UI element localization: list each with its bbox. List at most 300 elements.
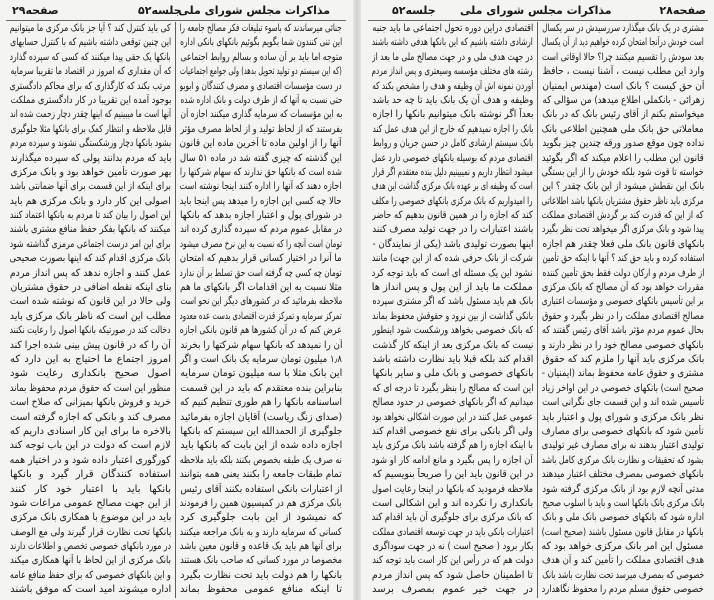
text-line-content: تومان چه کسی چه گرفته است حق تسلط بر آن ندارد	[180, 267, 342, 279]
text-line-content: تا اینکه منافع عمومی محفوظ بماند	[180, 584, 342, 596]
text-line-content: بهر صورت تأمین خواهد بود و بانک مرکزی	[10, 166, 171, 178]
text-line	[10, 540, 171, 554]
text-line-content: مسئول این امر بانک مرکزی خواهد بود که	[542, 541, 704, 553]
text-line-content: آوردن نمونه اش آن وظیفه و هدف را مشخص بکند که	[372, 80, 533, 92]
text-line	[542, 310, 704, 324]
text-line-content: از اعتبارات بانکی استفاده بکنند آقای رئیس	[180, 483, 342, 495]
text-line-content: کند که اجازه را در همین قانون بدهیم که حاضر	[372, 210, 533, 222]
text-line	[180, 310, 342, 324]
text-line-content: نداده چون موقع صدور ورقه چندین چیز بگوید	[542, 138, 704, 150]
text-line	[180, 209, 342, 223]
text-line-content: ارشادی داشته باشیم که این بانکها هدفی داشته باشند	[372, 37, 533, 49]
text-line-content: استفاده کرده و باید حق کند ؟ آنها با اینکه حق تأمین	[542, 253, 704, 265]
text-line-content: هدف اقتصادی مملکت را تأمین کند و آن هدف	[542, 555, 704, 567]
text-line-content: آن حق کیست ؟ بانک است (مهندس ایمنیان	[542, 80, 704, 92]
text-line	[372, 281, 533, 295]
text-line	[542, 137, 704, 151]
text-line-content: که نمیشود از این بابت جلوگیری کرد	[180, 512, 342, 524]
text-line	[542, 152, 704, 166]
text-line-content: در دست مؤسسات اقتصادی و مصرف کنندگان و ابوبو	[180, 80, 342, 92]
text-line-content: خصوصی حقوق مسلم مردم را محفوظ نگاهدارد	[542, 584, 704, 596]
text-line	[180, 468, 342, 482]
text-line-content: پیدا شود و بانک مرکزی اگر میخواهد تحت نظر بگیرد	[542, 224, 704, 236]
text-line	[372, 267, 533, 281]
text-line-content: در مقابل عموم مردم که سپرده گذاری کرده اند	[180, 224, 342, 236]
text-line	[542, 295, 704, 309]
text-line-content: از طرف مردم و ارکان دولت فقط بحق تأمین کننده	[542, 267, 704, 279]
text-line	[10, 80, 171, 94]
text-line-content: اجازه داده شده از این بابت که بانکها باید	[180, 440, 342, 452]
text-line	[372, 166, 533, 180]
text-line	[180, 180, 342, 194]
text-line	[10, 425, 171, 439]
text-column-left	[6, 22, 176, 598]
text-line	[10, 483, 171, 497]
text-line	[542, 281, 704, 295]
text-line	[542, 36, 704, 50]
text-line-content: این اصول را بیان کند تا مردم به بانکها اعتماد کنند	[10, 210, 171, 222]
text-line	[180, 152, 342, 166]
text-line	[10, 123, 171, 137]
text-line-content: مصالح اقتصادی مملکت را در نظر بگیرد و حقوق	[542, 310, 704, 322]
text-line	[542, 367, 704, 381]
text-line	[180, 281, 342, 295]
text-line-content: مشتری و حقوق عامه محفوظ بماند (ایمنیان -	[542, 368, 704, 380]
text-column-right	[176, 22, 346, 598]
text-line	[10, 583, 171, 597]
text-line-content: بکار برود ( صحیح است ) نه در جهت سوداگری	[372, 541, 533, 553]
right-page	[362, 0, 714, 600]
text-line	[180, 497, 342, 511]
text-line	[542, 454, 704, 468]
text-line	[10, 497, 171, 511]
text-line	[10, 353, 171, 367]
text-line-content: خصوصی که بمصرف میرسد تحت نظارت باشد بانک	[542, 569, 704, 581]
text-line	[542, 209, 704, 223]
text-line-content: ما آنرا در اختیار کسانی قرار بدهیم که امتحان	[180, 253, 342, 265]
text-line	[372, 468, 533, 482]
text-line-content: تولیدی اعتبار بدهند نه برای مصارف غیر تولیدی	[542, 440, 704, 452]
text-line-content: بانکهای قانون بانک ملی فعلا چقدر هم اجازه	[542, 238, 704, 250]
text-line-content: است خودش درآنجا امتحان کرده خواهیم دید از آن یکسال	[542, 37, 704, 49]
text-line-content: میدانیم که اگر بانکهای خصوصی در حدود مصالح	[372, 397, 533, 409]
text-line-content: مرکزی باید ناظر حقوق مشتریان بانکها باشد اطلاعاتی	[542, 195, 704, 207]
text-line-content: بانک مرکزی اقدام کند که اینها بصورت صحیحی	[10, 253, 171, 265]
text-line	[542, 22, 704, 36]
text-line-content: بعداً اگر نوشته بانک میتوانیم بانکها را اجازه	[372, 109, 533, 121]
text-line-content: عمومی عمل کنند در این صورت اشکالی نخواهد بود	[372, 411, 533, 423]
text-line	[542, 180, 704, 194]
text-line	[180, 94, 342, 108]
text-line-content: امروز اجتماع ما احتیاج به این دارد که	[10, 353, 171, 365]
text-line	[542, 267, 704, 281]
text-line	[10, 137, 171, 151]
text-line	[542, 468, 704, 482]
text-line-content: این است که مصالح را بنظر بگیرد تا درجه ای که	[372, 382, 533, 394]
text-line	[372, 425, 533, 439]
text-line-content: زهرائی - بانکملی اطلاع میدهد) من سؤالی که	[542, 94, 704, 106]
text-columns	[368, 22, 708, 598]
text-line	[180, 425, 342, 439]
text-line-content: مثلا نسبت به این اقدامات اگر بانکهای ما هم	[180, 282, 342, 294]
text-line-content: بانکها تحت نظارت قرار گیرند ولی مع الوصف	[10, 526, 171, 538]
text-line	[372, 483, 533, 497]
text-line-content: بنای اینکه نقطه اضافی در حقوق مشتریان	[10, 282, 171, 294]
text-line	[10, 569, 171, 583]
text-line	[542, 554, 704, 568]
text-line-content: این چنین توقعی داشته باشیم که با کنترل حسابهای	[10, 37, 171, 49]
text-line-content: مدتی آنچه لازم بود از بانک مرکزی گرفته شود	[542, 483, 704, 495]
text-line	[180, 339, 342, 353]
text-line-content: اصولی این کار دارد و بانک مرکزی هم باید	[10, 195, 171, 207]
text-line	[180, 554, 342, 568]
text-line	[542, 439, 704, 453]
text-line	[180, 51, 342, 65]
text-line-content: بشود که تحقیقات و نظارت بانک مرکزی کامل باشد	[542, 454, 704, 466]
text-line	[10, 411, 171, 425]
text-line-content: بانکها در مقابل قانون مسئول باشند (صحیح است)	[542, 526, 704, 538]
text-line-content: خواسته تا قوت شود بلکه خودش را از این بستگی	[542, 166, 704, 178]
text-line	[180, 583, 342, 597]
text-line-content: که آن مقداری که امروز در اقتصاد ما تقریبا سرمایه	[10, 66, 171, 78]
text-line	[180, 396, 342, 410]
text-line	[10, 223, 171, 237]
text-line	[10, 152, 171, 166]
text-line-content: اساسنامه بانکها را هم طوری تنظیم کنیم که	[180, 397, 342, 409]
text-line	[10, 36, 171, 50]
text-line-content: است که وظیفه ای بر عهده بانک مرکزی گذاشت این هدف	[372, 181, 533, 193]
text-line	[180, 22, 342, 36]
text-line-content: در این قانون باید این را صریحاً بنویسیم که	[372, 469, 533, 481]
text-line-content: تأسیس شده اند و این قسمت جای نگرانی است	[542, 397, 704, 409]
text-line-content: باید در این موضوع با همکاری بانک مرکزی	[10, 512, 171, 524]
text-line	[10, 22, 171, 36]
text-line	[10, 396, 171, 410]
text-line	[372, 209, 533, 223]
text-line-content: اقدام کند بلکه قبلا باید نظارت داشته باشد	[372, 353, 533, 365]
text-line	[180, 252, 342, 266]
text-line	[180, 526, 342, 540]
text-line-content: تا اطمینان حاصل شود که پس انداز مردم	[372, 569, 533, 581]
text-line	[180, 511, 342, 525]
text-line-content: بانک مرکزی از این لحاظ با آنها همکاری میکند	[10, 555, 171, 567]
text-line	[372, 411, 533, 425]
text-line	[372, 137, 533, 151]
text-line-content: بانک را اجازه نمیدهیم که خارج از این هدف عمل کند	[372, 123, 533, 135]
text-line-content: عرض کنم که در آن کشورها هم قانون بانکی اجازه	[180, 325, 342, 337]
text-line	[372, 439, 533, 453]
text-line	[180, 108, 342, 122]
text-line-content: بانکهای خصوصی بمصرف مختلف اعتبار میدهند	[542, 469, 704, 481]
text-line	[10, 267, 171, 281]
text-line-content: میشود انتظار داریم و نمیبینیم دلیل بنده معتقدم اگر قرار	[372, 166, 533, 178]
text-line-content: دخالت کند در صورتیکه بانکها اصول را رعایت نکنند	[10, 325, 171, 337]
text-line-content: بانک مرکزی باید آنها را ملزم کند که حقوق	[542, 353, 704, 365]
text-line-content: بانکی گذاشت از بین نرود و حقوقش محفوظ بماند	[372, 310, 533, 322]
text-line	[10, 324, 171, 338]
text-line	[372, 22, 533, 36]
text-line-content: تمرکز سرمایه و تمرکز قدرت اقتصادی بدست عده معدود	[180, 310, 342, 322]
text-line-content: ملاحظه بفرمائید که در کشورهای دیگر این نحو است	[180, 296, 342, 308]
text-line-content: این گذشته که چیزی گفته شد در ماده ۵۱ سال	[180, 152, 342, 164]
text-line-content: شده است که بانکها حق ندارند که سهام شرکتها را	[180, 166, 342, 178]
text-line	[542, 80, 704, 94]
text-line	[372, 152, 533, 166]
text-line	[10, 65, 171, 79]
text-line-content: برای اینکه از این قسمت برای آنها ضمانتی باشد	[10, 181, 171, 193]
text-line	[10, 195, 171, 209]
text-line-content: در جهت خیر عموم بمصرف برسد	[372, 584, 533, 596]
text-line-content: جلوگیری از الحمدالله این سیستم که بانکها	[180, 425, 342, 437]
text-line-content: تمام طبقات جامعه را بکنند یعنی همه بتوانند	[180, 469, 342, 481]
page-number: صفحه۲۸	[659, 4, 706, 17]
text-line	[180, 324, 342, 338]
text-line-content: بر این تأسیس بانکهای خصوصی و مؤسسات اعتباری	[542, 296, 704, 308]
text-line	[180, 411, 342, 425]
text-line	[372, 540, 533, 554]
text-line	[372, 238, 533, 252]
text-line-content: شرکت از بانک حرفی شده که از این جهت) مانند	[372, 253, 533, 265]
text-line	[10, 511, 171, 525]
text-line	[10, 209, 171, 223]
text-line-content: بانک این نقطش میشود از این بانک چقدر ؟ این	[542, 181, 704, 193]
text-column-right	[538, 22, 708, 598]
text-line	[542, 108, 704, 122]
text-line-content: جنائی میرساندند که باسوء تبلیغات فکر مصالح جامعه را	[180, 23, 342, 34]
text-line-content: آن اجازه را پس بگیرد و مانع ادامه کار او شود	[372, 454, 533, 466]
text-line-content: متوجه اما باید بر آن ساده و بسالم روابط اجتماعی	[180, 51, 342, 63]
text-line	[372, 252, 533, 266]
text-line-content: که بانک خصوصی بخواهد ورشکست شود اینطور	[372, 325, 533, 337]
text-line	[180, 223, 342, 237]
journal-title: مذاکرات مجلس شورای ملی	[460, 4, 612, 17]
text-line	[372, 497, 533, 511]
text-line	[10, 252, 171, 266]
text-line-content: بوجود آمده این تقریبا در کار دادگستری مملکت	[10, 94, 171, 106]
text-line-content: خرید و فروش بانکها بمیزانی که صلاح است	[10, 397, 171, 409]
text-line-content: بانکداری را نکرده اند و این اشکالی است	[372, 497, 533, 509]
text-line-content: اقتصادی مردم که بوسیله بانکهای خصوصی دارد عمل	[372, 152, 533, 164]
text-line-content: بانک مرکزی بانک بانکها است و باید با اسلوب صحیح	[542, 497, 704, 509]
text-line	[542, 353, 704, 367]
text-columns	[6, 22, 346, 598]
text-line-content: برای آنها هم باید یک قاعده و قانون معین باشد	[180, 541, 342, 553]
text-line-content: صحیح است) بانکهای خصوصی در این اواخر زیاد	[542, 382, 704, 394]
text-line	[180, 483, 342, 497]
text-line-content: (که این سیستم دو تولید تحویل بدهد) ولی جوامع اجتماعیات	[180, 66, 342, 78]
text-line	[180, 36, 342, 50]
text-line	[542, 339, 704, 353]
text-line	[372, 223, 533, 237]
text-line	[180, 123, 342, 137]
text-line-content: ولی اگر بانکی برای نفع خصوصی اقدام کند	[372, 425, 533, 437]
header-rule	[368, 20, 708, 21]
text-line-content: از این جهت مصالح عمومی مراعات شود	[10, 497, 171, 509]
text-line-content: حتی نسبت به آنها که از طرف دولت و بانک اداره شده	[180, 94, 342, 106]
text-line	[180, 295, 342, 309]
text-line	[372, 195, 533, 209]
text-line	[372, 180, 533, 194]
text-line	[372, 51, 533, 65]
text-line	[372, 554, 533, 568]
text-line-content: نشود این یک مسئله ای است که باید توجه کرد	[372, 267, 533, 279]
text-line	[10, 108, 171, 122]
text-column-left	[368, 22, 538, 598]
text-line-content: برای این امر درست اجتماعی مرمزی گذاشته شود	[10, 238, 171, 250]
page-gutter	[353, 0, 361, 600]
left-page	[0, 0, 352, 600]
text-line-content: قانون این مطلب را اعلام میکند که اگر بگوئید	[542, 152, 704, 164]
text-line-content: در شورای پول و اعتبار اجازه بدهد که بانکها	[180, 210, 342, 222]
text-line	[10, 454, 171, 468]
text-line	[10, 339, 171, 353]
text-line	[372, 310, 533, 324]
text-line	[10, 310, 171, 324]
text-line-content: بشود بانکها دچار ورشکستگی نشوند و سپرده مردم	[10, 138, 171, 150]
text-line-content: بانک هم باید مسئول باشد که اگر مشتری سپرده	[372, 296, 533, 308]
text-line	[372, 382, 533, 396]
text-line	[180, 238, 342, 252]
text-line	[180, 367, 342, 381]
text-line	[180, 540, 342, 554]
text-line-content: بحال عموم مردم مؤثر باشد آقای رئیس گفتند که	[542, 325, 704, 337]
text-line	[542, 238, 704, 252]
text-line	[542, 195, 704, 209]
text-line	[542, 382, 704, 396]
text-line	[372, 526, 533, 540]
text-line-content: حالا چه کسی این اجازه را میدهد پس اینجا باید	[180, 195, 342, 207]
text-line-content: بانکهای خصوصی مصالح خود را در نظر دارند و	[542, 339, 704, 351]
text-line	[372, 36, 533, 50]
text-line	[542, 324, 704, 338]
text-line	[542, 425, 704, 439]
text-line-content: ولی حالا در این قانون که نوشته شده است	[10, 296, 171, 308]
text-line-content: تومان است آنچه را که نسبت به این نرخ مصرف میشود	[180, 238, 342, 250]
text-line-content: بانکها یک حقی پیدا میکنند که کسی که سپرده گذارد	[10, 51, 171, 63]
text-line	[542, 540, 704, 554]
text-line	[372, 454, 533, 468]
text-line	[10, 468, 171, 482]
running-header	[362, 3, 714, 19]
text-line	[542, 65, 704, 79]
text-line	[372, 94, 533, 108]
text-line-content: وارد این مطلب نیست ، آشنا نیست ، حافظ	[542, 66, 704, 78]
text-line	[180, 65, 342, 79]
text-line-content: بانکهای خصوصی و بانک ملی و سایر بانکها	[372, 368, 533, 380]
text-line	[180, 353, 342, 367]
text-line	[10, 94, 171, 108]
text-line	[542, 483, 704, 497]
text-line	[180, 569, 342, 583]
journal-title: مذاکرات مجلس شورای ملی	[178, 4, 330, 17]
text-line-content: با اینکه اجازه را هم گرفته باشد بانک مرکزی باید	[372, 440, 533, 452]
text-line-content: (صدای زنگ ریاست) آقایان اجازه بفرمائید	[180, 411, 342, 423]
text-line	[10, 554, 171, 568]
text-line	[372, 367, 533, 381]
text-line	[542, 94, 704, 108]
text-line-content: کسانی که سرمایه دارند و به بانک مراجعه میکنند	[180, 526, 342, 538]
text-line-content: بانکها را هم دولت باید تحت نظارت بگیرد	[180, 569, 342, 581]
text-line-content: اداره میشوند امید است که موفق باشند	[10, 584, 171, 596]
text-line-content: استفاده کنندگان قرار گیرد و بانکها	[10, 469, 171, 481]
text-line	[10, 367, 171, 381]
text-line	[542, 166, 704, 180]
text-line-content: این بانک مثلا با سه میلیون تومان سرمایه	[180, 368, 342, 380]
session-label: جلسه۵۲	[392, 4, 436, 17]
text-line	[372, 396, 533, 410]
text-line	[542, 223, 704, 237]
text-line-content: بعد سودش را تقسیم میکنند چرا؟ حالا اوقاتی است	[542, 51, 704, 63]
page-number: صفحه۲۹	[12, 4, 59, 17]
text-line-content: این تنی کنندون شما بگویم بگوئیم بانکهای بانکی اداره	[180, 37, 342, 49]
text-line	[372, 569, 533, 583]
text-line-content: مملکت ما باید از این پول و پس انداز ها	[372, 282, 533, 294]
text-line-content: وظیفه و هدف آن یک بانک باید تا چه حد باشد	[372, 94, 533, 106]
text-line-content: رشته های مختلف مؤسسه وسیعتری و پس انداز مردم	[372, 66, 533, 78]
text-line-content: نیست که بانک مرکزی بعد از اینکه کار گذشت	[372, 339, 533, 351]
text-line	[180, 80, 342, 94]
text-line	[180, 439, 342, 453]
text-line-content: به این مؤسسات که سرمایه گذاری میکنند اجازه آن	[180, 109, 342, 121]
text-line	[542, 569, 704, 583]
text-line-content: منظور این است که حقوق مردم محفوظ بماند	[10, 382, 171, 394]
text-line-content: و این بانکهای خصوصی که برای حفظ منافع عامه	[10, 569, 171, 581]
text-line	[10, 281, 171, 295]
text-line-content: مصرف کند و بانکی که اجازه گرفته است	[10, 411, 171, 423]
text-line	[372, 80, 533, 94]
text-line	[372, 353, 533, 367]
text-line	[180, 137, 342, 151]
text-line-content: بانک مرکزی هم در کمیسیون همین را فرمودند	[180, 497, 342, 509]
text-line	[372, 339, 533, 353]
running-header	[0, 3, 352, 19]
text-line-content: بنابراین بنده معتقدم که باید در این قسمت	[180, 382, 342, 394]
text-line	[542, 583, 704, 597]
text-line	[10, 295, 171, 309]
text-line-content: مشتری در یک بانک میگذارد سررسیدش در سر یکسال	[542, 23, 704, 34]
text-line	[372, 583, 533, 597]
text-line-content: آن را که در قانون پیش بینی شده اجرا کند	[10, 339, 171, 351]
text-line-content: اداره شود که بانکهای خصوصی بانک ملی و بانک	[542, 512, 704, 524]
text-line	[542, 51, 704, 65]
text-line-content: که از این که قدرت کند بر گردش اقتصادی مملکت	[542, 210, 704, 222]
text-line-content: عمل کنند و اجازه ندهد که پس انداز مردم	[10, 267, 171, 279]
text-line-content: میکنند که بانکها بفکر حفظ منافع مشتری باشند	[10, 224, 171, 236]
text-line-content: در مورد بانکهای خصوصی تخصص و اطلاعات دارند	[10, 541, 171, 553]
text-line	[180, 195, 342, 209]
text-line-content: مطلب این است که ناظر بانک مرکزی باید	[10, 310, 171, 322]
text-line	[10, 382, 171, 396]
text-line	[542, 411, 704, 425]
text-line	[180, 382, 342, 396]
text-line-content: باید که مردم بدانند پولی که سپرده میگذارند	[10, 152, 171, 164]
text-line-content: کورگوری اعتبار داده شود و در اختیار همه	[10, 454, 171, 466]
text-line-content: نه صرف یک طبقه بخصوص بکنند بلکه باید ملاحظه	[180, 454, 342, 466]
text-line-content: آن را نمیدهد که بانکها سهام شرکتها را بخرند	[180, 339, 342, 351]
text-line-content: باشند اعتبارات را در جهت تولید مصرف کنند	[372, 224, 533, 236]
text-line-content: بانکها باید با اعتبار خود کار کنند	[10, 483, 171, 495]
text-line-content: در جهت هدف ملی و در جهت مصالح ملی ما بعد از	[372, 51, 533, 63]
text-line	[542, 497, 704, 511]
text-line	[542, 252, 704, 266]
text-line	[10, 166, 171, 180]
text-line	[10, 238, 171, 252]
text-line-content: کی باید کنترل کند ؟ آیا جز بانک مرکزی ما میتوانیم	[10, 23, 171, 34]
text-line-content: بفرستند که از لحاظ تولید و از لحاظ مصرف مؤثر	[180, 123, 342, 135]
text-line	[10, 526, 171, 540]
text-line	[372, 295, 533, 309]
text-line-content: که بانک مرکزی برای جلوگیری آن باید اقدام کند	[372, 512, 533, 524]
